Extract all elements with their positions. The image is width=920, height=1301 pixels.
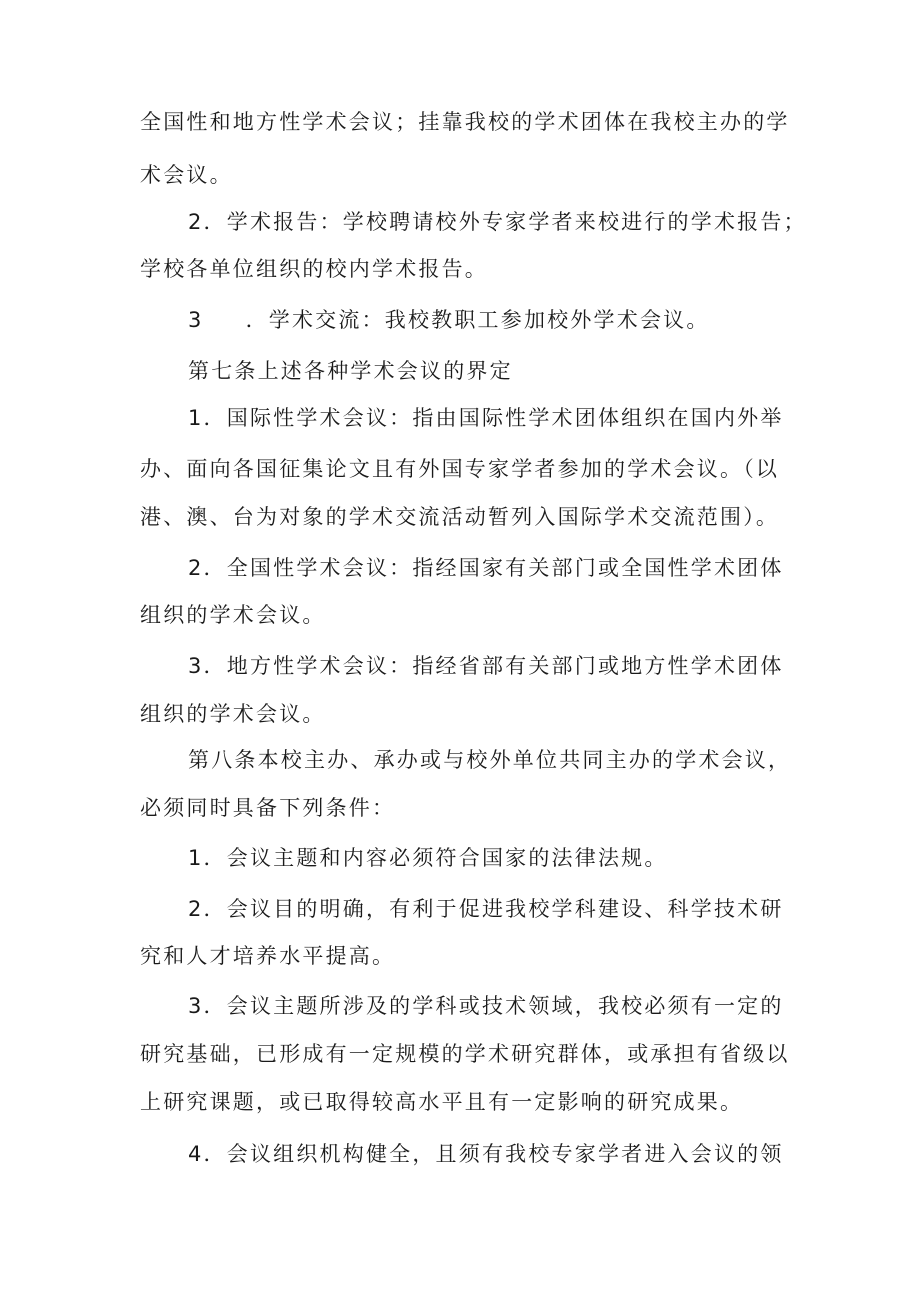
text-line: 究和人才培养水平提高。 [140, 944, 396, 968]
text-line: 学校各单位组织的校内学术报告。 [140, 257, 488, 281]
list-item-national: 2．全国性学术会议：指经国家有关部门或全国性学术团体 [188, 556, 784, 580]
text-line: 术会议。 [140, 163, 233, 187]
text-line: 港、澳、台为对象的学术交流活动暂列入国际学术交流范围）。 [140, 505, 780, 529]
text-line: 全国性和地方性学术会议；挂靠我校的学术团体在我校主办的学 [140, 110, 790, 134]
text-line: 研究基础，已形成有一定规模的学术研究群体，或承担有省级以 [140, 1042, 790, 1066]
text-line: 组织的学术会议。 [140, 702, 326, 726]
article-eight-heading: 第八条本校主办、承办或与校外单位共同主办的学术会议， [188, 748, 792, 772]
article-seven-heading: 第七条上述各种学术会议的界定 [188, 359, 513, 383]
condition-item-3: 3．会议主题所涉及的学科或技术领域，我校必须有一定的 [188, 994, 784, 1018]
condition-item-2: 2．会议目的明确，有利于促进我校学科建设、科学技术研 [188, 897, 784, 921]
text-line: 组织的学术会议。 [140, 603, 326, 627]
list-item-local: 3．地方性学术会议：指经省部有关部门或地方性学术团体 [188, 654, 784, 678]
list-item-report: 2．学术报告：学校聘请校外专家学者来校进行的学术报告； [188, 210, 807, 234]
condition-item-4: 4．会议组织机构健全，且须有我校专家学者进入会议的领 [188, 1142, 784, 1166]
list-number: 3 [188, 308, 204, 332]
list-item-international: 1．国际性学术会议：指由国际性学术团体组织在国内外举 [188, 406, 784, 430]
list-text: ．学术交流：我校教职工参加校外学术会议。 [245, 308, 710, 332]
condition-item-1: 1．会议主题和内容必须符合国家的法律法规。 [188, 846, 668, 870]
text-line: 必须同时具备下列条件： [140, 796, 396, 820]
text-line: 上研究课题，或已取得较高水平且有一定影响的研究成果。 [140, 1090, 744, 1114]
list-item-exchange [188, 305, 710, 335]
text-line: 办、面向各国征集论文且有外国专家学者参加的学术会议。（以 [140, 457, 780, 481]
